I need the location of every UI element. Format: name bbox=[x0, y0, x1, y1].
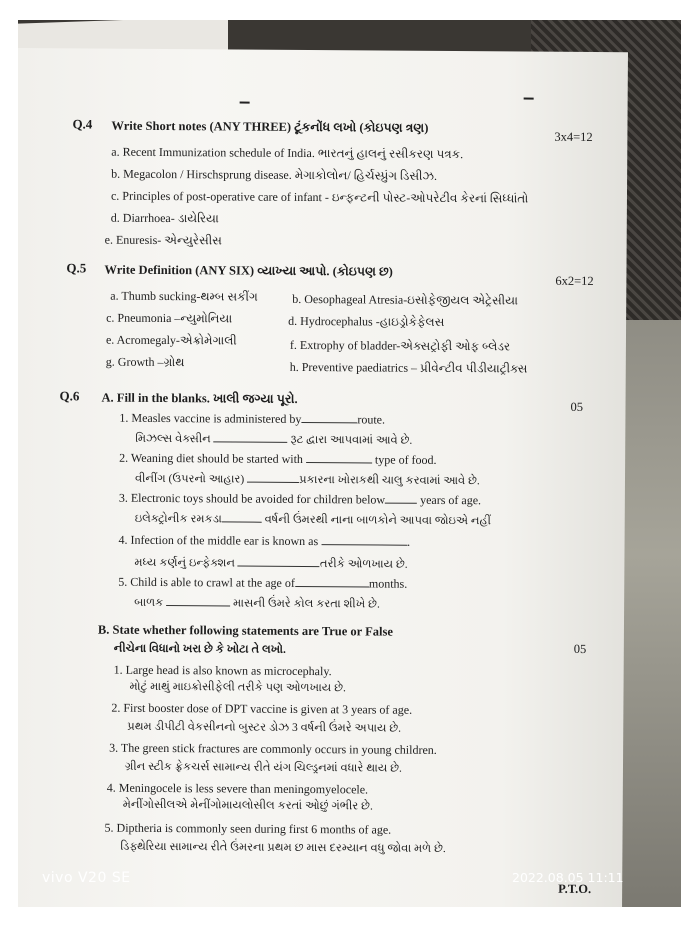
q4-item-b: b. Megacolon / Hirschsprung disease. મેગાકોલોન/ હિર્ચસ્પ્રુંગ ડિસીઝ. bbox=[111, 166, 438, 183]
q4-heading: Write Short notes (ANY THREE) ટૂંકનોંધ લખો (કોઇપણ ત્રણ) bbox=[111, 118, 429, 135]
q4-marks: 3x4=12 bbox=[554, 129, 593, 145]
q6b-heading: B. State whether following statements are True or False bbox=[97, 622, 393, 639]
q6-number: Q.6 bbox=[59, 388, 80, 404]
q6a-item-2: 2. Weaning diet should be started with type of food. bbox=[119, 450, 437, 467]
pen-mark bbox=[524, 98, 534, 100]
q5-item-e: e. Acromegaly-એક્રોમેગાલી bbox=[105, 332, 237, 348]
q5-item-a: a. Thumb sucking-થમ્બ સકીંગ bbox=[110, 288, 258, 304]
q4-item-a: a. Recent Immunization schedule of India. ભારતનું હાલનું રસીકરણ પત્રક. bbox=[111, 144, 464, 162]
q6a-item-1: 1. Measles vaccine is administered by route. bbox=[119, 410, 386, 427]
q5-item-f: f. Extrophy of bladder-એક્સટ્રોફી ઓફ બ્લેડર bbox=[289, 337, 511, 354]
q6a-item-4-gu: મધ્ય કર્ણનું ઇન્ફેક્શન તરીકે ઓળખાય છે. bbox=[134, 556, 408, 571]
q6b-item-5-gu: ડિફ્થેરિયા સામાન્ય રીતે ઉંમરના પ્રથમ છ માસ દરમ્યાન વધુ જોવા મળે છે. bbox=[120, 840, 446, 856]
q6b-item-5: 5. Diptheria is commonly seen during first 6 months of age. bbox=[104, 820, 392, 837]
q6a-item-4: 4. Infection of the middle ear is known as . bbox=[118, 532, 411, 549]
q4-item-c: c. Principles of post-operative care of infant - ઇન્ફન્ટની પોસ્ટ-ઓપરેટીવ કેરનાં સિધ્ધાંતો bbox=[110, 188, 529, 206]
q5-item-g: g. Growth –ગ્રોથ bbox=[105, 354, 185, 370]
q6b-heading-gu: નીચેના વિધાનો ખરા છે કે ખોટા તે લખો. bbox=[113, 642, 286, 656]
q6b-item-3-gu: ગ્રીન સ્ટીક ફ્રેકચર્સ સામાન્ય રીતે યંગ ચિલ્ડ્રનમાં વધારે થાય છે. bbox=[124, 760, 402, 775]
q4-item-e: e. Enuresis- એન્યુરેસીસ bbox=[104, 232, 222, 248]
q5-item-b: b. Oesophageal Atresia-ઇસોફેજીયલ એટ્રેસીયા bbox=[292, 291, 518, 308]
q5-number: Q.5 bbox=[66, 260, 87, 276]
camera-watermark-device: vivo V20 SE bbox=[42, 870, 131, 886]
q6b-item-2-gu: પ્રથમ ડીપીટી વેકસીનનો બુસ્ટર ડોઝ 3 વર્ષની ઉંમરે અપાય છે. bbox=[127, 720, 402, 735]
q6b-marks: 05 bbox=[573, 641, 587, 656]
q5-item-d: d. Hydrocephalus -હાઇડ્રોકેફેલસ bbox=[288, 313, 445, 329]
q6b-item-4-gu: મેનીંગોસીલએ મેનીંગોમાયલોસીલ કરતાં ઓછું ગંભીર છે. bbox=[122, 798, 373, 813]
q5-heading: Write Definition (ANY SIX) વ્યાખ્યા આપો. (કોઇપણ છ) bbox=[104, 262, 393, 279]
cloth-edge bbox=[621, 320, 681, 907]
q6b-item-4: 4. Meningocele is less severe than meningomyelocele. bbox=[106, 780, 369, 797]
pto-label: P.T.O. bbox=[558, 881, 592, 897]
camera-watermark-timestamp: 2022.08.05 11:11 bbox=[512, 870, 624, 885]
pen-mark bbox=[240, 102, 250, 104]
q6a-item-3-gu: ઇલેક્ટ્રોનીક રમકડા વર્ષની ઉંમરથી નાના બાળકોને આપવા જોઇએ નહીં bbox=[134, 512, 492, 528]
q6a-item-3: 3. Electronic toys should be avoided for children below years of age. bbox=[118, 490, 482, 508]
q5-item-h: h. Preventive paediatrics – પ્રીવેન્ટીવ પીડીયાટ્રીક્સ bbox=[289, 359, 528, 376]
q5-marks: 6x2=12 bbox=[555, 273, 594, 289]
q6b-item-3: 3. The green stick fractures are commonly occurs in young children. bbox=[109, 740, 437, 757]
q4-item-d: d. Diarrhoea- ડાયેરિયા bbox=[110, 210, 219, 226]
q5-item-c: c. Pneumonia –ન્યુમોનિયા bbox=[106, 310, 233, 326]
q6b-item-1-gu: મોટું માથું માઇક્રોસીફેલી તરીકે પણ ઓળખાય છે. bbox=[129, 680, 346, 695]
photo-background bbox=[18, 20, 681, 907]
q6a-item-5: 5. Child is able to crawl at the age of months. bbox=[118, 574, 408, 591]
q6a-item-5-gu: બાળક માસની ઉંમરે કોલ કરતા શીખે છે. bbox=[134, 596, 380, 611]
q6a-marks: 05 bbox=[570, 399, 584, 414]
q6b-item-1: 1. Large head is also known as microcephaly. bbox=[113, 662, 332, 679]
q6a-item-1-gu: મિઝલ્સ વેક્સીન રૂટ દ્વારા આપવામાં આવે છે. bbox=[135, 432, 413, 447]
q4-number: Q.4 bbox=[72, 116, 93, 132]
q6a-item-2-gu: વીનીંગ (ઉપરનો આહાર) પ્રકારના ખોરાકથી ચાલુ કરવામાં આવે છે. bbox=[134, 472, 480, 488]
q6a-heading: A. Fill in the blanks. ખાલી જગ્યા પૂરો. bbox=[101, 390, 298, 406]
exam-paper bbox=[18, 48, 628, 907]
q6b-item-2: 2. First booster dose of DPT vaccine is given at 3 years of age. bbox=[111, 700, 413, 717]
